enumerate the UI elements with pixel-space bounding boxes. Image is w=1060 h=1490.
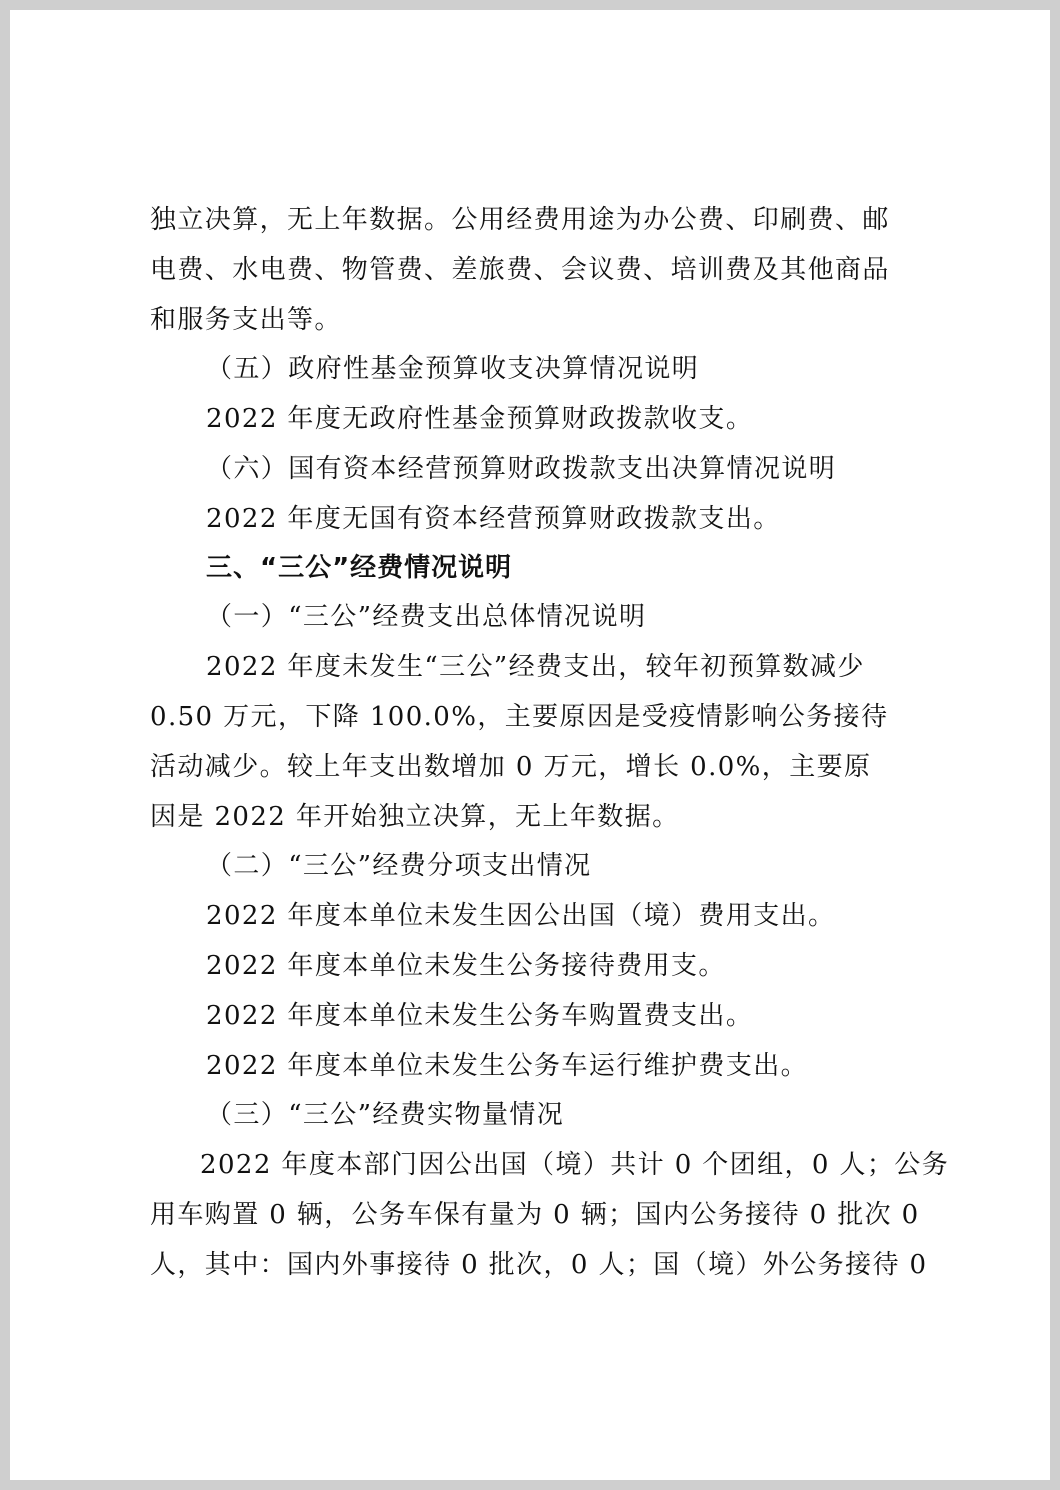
paragraph-line: 2022 年度本单位未发生公务车运行维护费支出。 (206, 1051, 809, 1081)
paragraph-line: 2022 年度未发生“三公”经费支出，较年初预算数减少 (206, 652, 865, 682)
section-heading: （三）“三公”经费实物量情况 (206, 1100, 565, 1130)
paragraph-line: 活动减少。较上年支出数增加 0 万元，增长 0.0%，主要原 (150, 752, 872, 782)
paragraph-line: 人，其中：国内外事接待 0 批次，0 人；国（境）外公务接待 0 (150, 1250, 928, 1280)
paragraph-line: 因是 2022 年开始独立决算，无上年数据。 (150, 802, 680, 832)
paragraph-line: 2022 年度本部门因公出国（境）共计 0 个团组，0 人；公务 (200, 1150, 950, 1180)
paragraph-line: 电费、水电费、物管费、差旅费、会议费、培训费及其他商品 (150, 255, 890, 285)
paragraph-line: 2022 年度本单位未发生公务接待费用支。 (206, 951, 726, 981)
paragraph-line: 0.50 万元，下降 100.0%，主要原因是受疫情影响公务接待 (150, 702, 889, 732)
section-heading: （六）国有资本经营预算财政拨款支出决算情况说明 (206, 454, 837, 484)
section-heading: （二）“三公”经费分项支出情况 (206, 851, 592, 881)
paragraph-line: 2022 年度无政府性基金预算财政拨款收支。 (206, 404, 754, 434)
section-heading: （一）“三公”经费支出总体情况说明 (206, 602, 647, 632)
paragraph-line: 2022 年度本单位未发生因公出国（境）费用支出。 (206, 901, 836, 931)
section-heading: （五）政府性基金预算收支决算情况说明 (206, 354, 700, 384)
chapter-heading: 三、“三公”经费情况说明 (206, 553, 513, 583)
paragraph-line: 2022 年度无国有资本经营预算财政拨款支出。 (206, 504, 781, 534)
document-page (10, 10, 1050, 1480)
paragraph-line: 和服务支出等。 (150, 305, 342, 335)
paragraph-line: 2022 年度本单位未发生公务车购置费支出。 (206, 1001, 754, 1031)
paragraph-line: 独立决算，无上年数据。公用经费用途为办公费、印刷费、邮 (150, 205, 890, 235)
paragraph-line: 用车购置 0 辆，公务车保有量为 0 辆；国内公务接待 0 批次 0 (150, 1200, 920, 1230)
